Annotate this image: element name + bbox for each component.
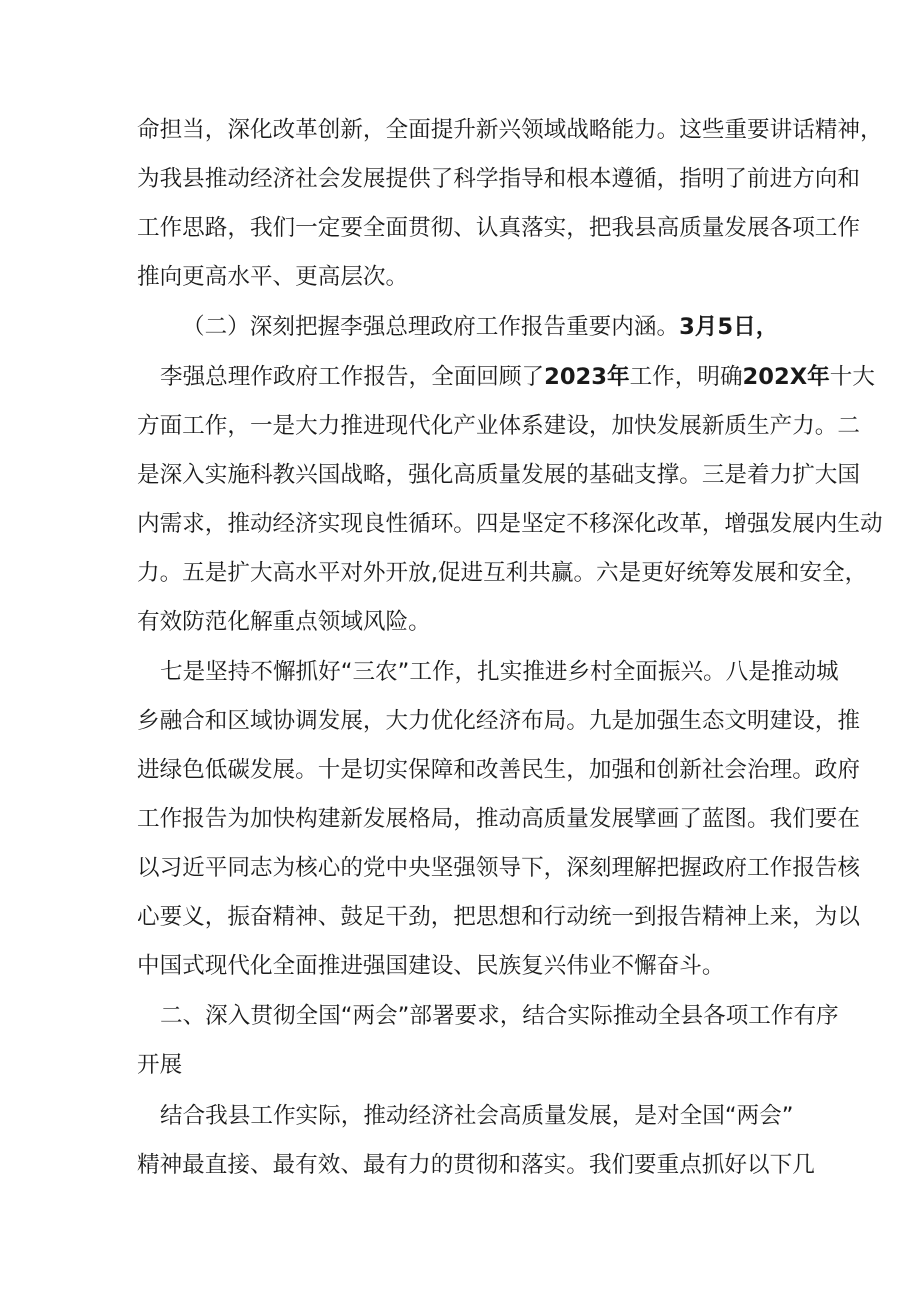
text-segment: 有效防范化解重点领域风险。 <box>137 609 431 635</box>
date-text: 3月5日， <box>679 314 779 340</box>
section-heading-text: 开展 <box>137 1052 183 1078</box>
text-segment: 以习近平同志为核心的党中央坚强领导下，深刻理解把握政府工作报告核 <box>137 855 860 881</box>
text-line <box>137 106 920 154</box>
text-line <box>160 353 920 401</box>
text-segment: 工作报告为加快构建新发展格局，推动高质量发展擘画了蓝图。我们要在 <box>137 806 860 832</box>
text-line <box>160 648 920 696</box>
text-segment: 乡融合和区域协调发展，大力优化经济布局。九是加强生态文明建设，推 <box>137 708 860 734</box>
text-line <box>137 746 920 794</box>
year-text: 202X年 <box>742 364 830 390</box>
text-segment: 推向更高水平、更高层次。 <box>137 264 409 290</box>
text-segment: 内需求，推动经济实现良性循环。四是坚定不移深化改革，增强发展内生动 <box>137 511 883 537</box>
section-heading-line <box>160 992 920 1040</box>
text-line <box>137 893 920 941</box>
text-line <box>137 795 920 843</box>
text-segment: 进绿色低碳发展。十是切实保障和改善民生，加强和创新社会治理。政府 <box>137 757 860 783</box>
text-line <box>137 451 920 499</box>
text-segment: 是深入实施科教兴国战略，强化高质量发展的基础支撑。三是着力扩大国 <box>137 462 860 488</box>
subheading-line <box>182 303 920 351</box>
text-line <box>137 155 920 203</box>
text-segment: 十大 <box>829 364 875 390</box>
text-segment: 工作，明确 <box>629 364 743 390</box>
text-segment: 七是坚持不懈抓好“三农”工作，扎实推进乡村全面振兴。八是推动城 <box>160 659 839 685</box>
text-segment: 命担当，深化改革创新，全面提升新兴领域战略能力。这些重要讲话精神， <box>137 117 883 143</box>
text-line <box>137 253 920 301</box>
text-segment: 力。五是扩大高水平对外开放,促进互利共赢。六是更好统筹发展和安全， <box>137 560 868 586</box>
text-segment: 李强总理作政府工作报告，全面回顾了 <box>160 364 545 390</box>
text-segment: 心要义，振奋精神、鼓足干劲，把思想和行动统一到报告精神上来，为以 <box>137 904 860 930</box>
text-segment: 精神最直接、最有效、最有力的贯彻和落实。我们要重点抓好以下几 <box>137 1152 815 1178</box>
text-segment: 结合我县工作实际，推动经济社会高质量发展，是对全国“两会” <box>160 1103 794 1129</box>
text-segment: 工作思路，我们一定要全面贯彻、认真落实，把我县高质量发展各项工作 <box>137 215 860 241</box>
section-heading-text: 二、深入贯彻全国“两会”部署要求，结合实际推动全县各项工作有序 <box>160 1003 839 1029</box>
year-text: 2023年 <box>544 364 630 390</box>
text-line <box>137 204 920 252</box>
text-line <box>137 697 920 745</box>
text-line <box>137 942 920 990</box>
text-line <box>137 844 920 892</box>
subheading-text: （二）深刻把握李强总理政府工作报告重要内涵。 <box>182 314 680 340</box>
text-line <box>137 549 920 597</box>
text-line <box>137 402 920 450</box>
text-line <box>137 598 920 646</box>
text-segment: 方面工作，一是大力推进现代化产业体系建设，加快发展新质生产力。二 <box>137 413 860 439</box>
text-segment: 为我县推动经济社会发展提供了科学指导和根本遵循，指明了前进方向和 <box>137 166 860 192</box>
text-line <box>137 500 920 548</box>
text-line <box>137 1141 920 1189</box>
section-heading-line <box>137 1041 920 1089</box>
text-line <box>160 1092 920 1140</box>
text-segment: 中国式现代化全面推进强国建设、民族复兴伟业不懈奋斗。 <box>137 953 725 979</box>
